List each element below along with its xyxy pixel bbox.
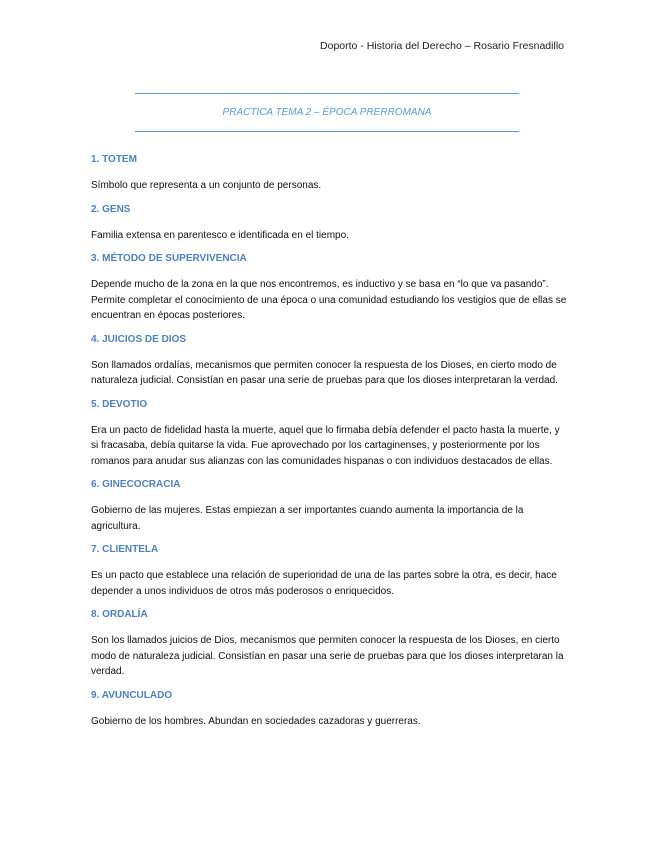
section-heading: 3. MÉTODO DE SUPERVIVENCIA	[91, 253, 247, 264]
section-body: Son los llamados juicios de Dios, mecanismos que permiten conocer la respuesta de los Dioses, en cierto modo de naturaleza judicial. Consistían en pasar una serie de pruebas para que los dioses interpretaran la verdad.	[91, 635, 564, 677]
section-heading: 1. TOTEM	[91, 154, 137, 165]
document-content	[91, 153, 567, 738]
section-devotio	[91, 398, 567, 470]
section-ginecocracia	[91, 478, 567, 534]
section-body: Símbolo que representa a un conjunto de personas.	[91, 180, 322, 191]
page-header: Doporto - Historia del Derecho – Rosario Fresnadillo	[320, 40, 564, 52]
section-heading: 5. DEVOTIO	[91, 398, 148, 410]
title-bottom-rule	[135, 131, 519, 132]
section-body: Es un pacto que establece una relación de superioridad de una de las partes sobre la otra, es decir, hace depender a unos individuos de otros más poderosos o enriquecidos.	[91, 570, 557, 597]
section-juicios-de-dios	[91, 333, 567, 389]
title-block	[135, 93, 519, 132]
section-body: Gobierno de las mujeres. Estas empiezan a ser importantes cuando aumenta la importancia de la agricultura.	[91, 505, 524, 532]
section-body: Familia extensa en parentesco e identificada en el tiempo.	[91, 229, 349, 241]
section-totem	[91, 153, 567, 194]
section-metodo-supervivencia	[91, 252, 567, 324]
section-heading: 9. AVUNCULADO	[91, 689, 173, 701]
section-body: Era un pacto de fidelidad hasta la muerte, aquel que lo firmaba debía defender el pacto hasta la muerte, y si fracasaba, debía quitarse la vida. Fue aprovechado por los cartaginenses, y posteriormente por los romanos para anudar sus alianzas con las comunidades hispanas o con individuos destacados de ellas.	[91, 424, 560, 467]
section-body: Depende mucho de la zona en la que nos encontremos, es inductivo y se basa en “lo que va pasando”. Permite completar el conocimiento de una época o una comunidad estudiando los vestigios que de ellas se encuentran en épocas posteriores.	[91, 279, 567, 321]
section-heading: 7. CLIENTELA	[91, 544, 159, 555]
section-ordalia	[91, 608, 567, 680]
section-avunculado	[91, 689, 567, 730]
section-gens	[91, 203, 567, 244]
section-body: Son llamados ordalías, mecanismos que permiten conocer la respuesta de los Dioses, en cierto modo de naturaleza judicial. Consistían en pasar una serie de pruebas para que los dioses interpretaran la verdad.	[91, 359, 558, 386]
document-title: PRÁCTICA TEMA 2 – ÉPOCA PRERROMANA	[222, 107, 432, 118]
section-clientela	[91, 543, 567, 599]
section-heading: 2. GENS	[91, 203, 131, 215]
section-body: Gobierno de los hombres. Abundan en sociedades cazadoras y guerreras.	[91, 715, 421, 727]
section-heading: 4. JUICIOS DE DIOS	[91, 333, 187, 345]
section-heading: 6. GINECOCRACIA	[91, 479, 181, 490]
section-heading: 8. ORDALÍA	[91, 609, 148, 620]
